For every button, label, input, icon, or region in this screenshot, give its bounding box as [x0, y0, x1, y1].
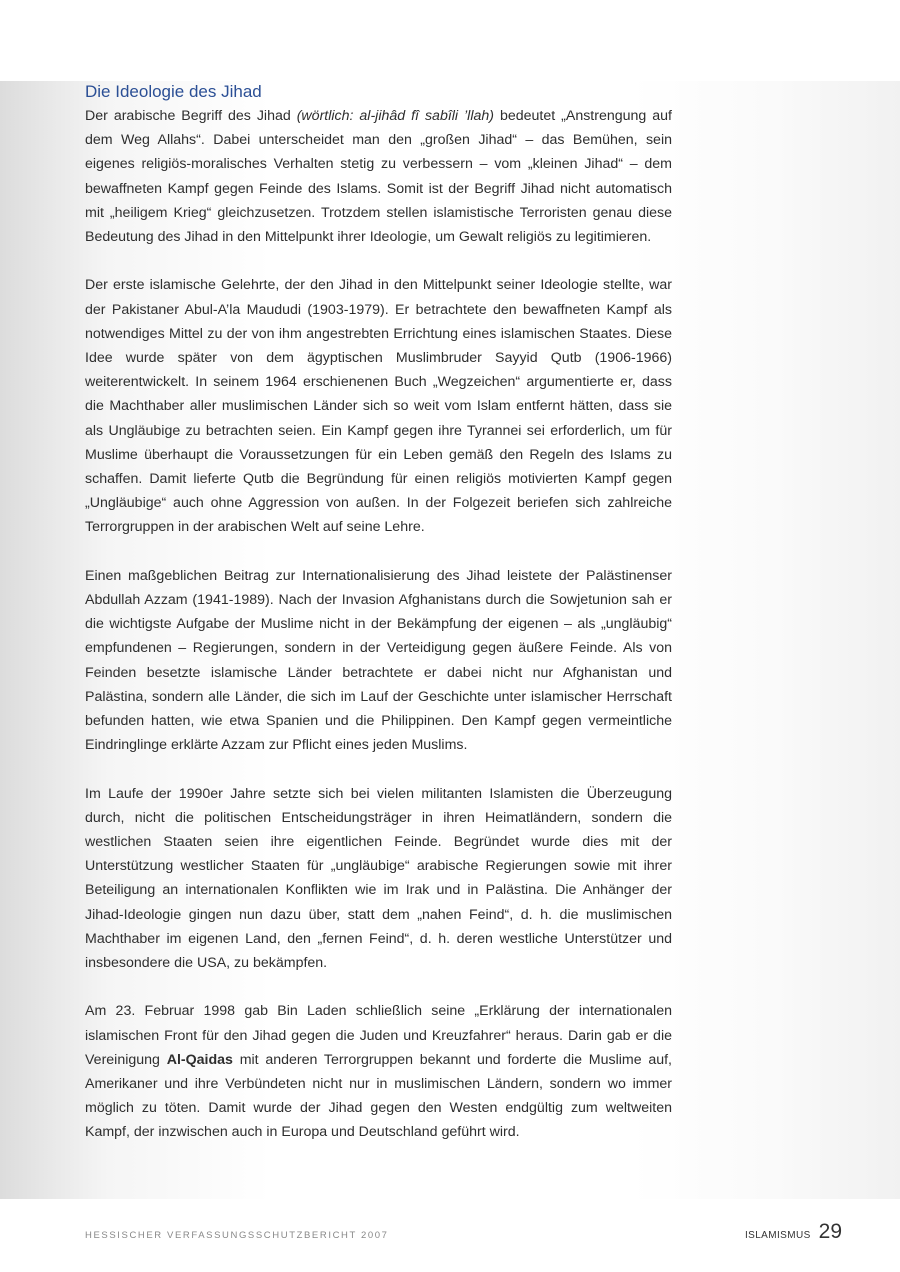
paragraph-definition — [85, 104, 672, 249]
paragraph-text: bedeutet „Anstrengung auf dem Weg Allahs“. Dabei unterscheidet man den „großen Jihad“ – das Bemühen, sein eigenes religiös-moralisches Verhalten stetig zu verbessern – vom „kleinen Jihad“ – dem bewaffneten Kampf gegen Feinde des Islams. Somit ist der Begriff Jihad nicht automatisch mit „heiligem Krieg“ gleichzusetzen. Trotzdem stellen islamistische Terroristen genau diese Bedeutung des Jihad in den Mittelpunkt ihrer Ideologie, um Gewalt religiös zu legitimieren. — [85, 108, 672, 246]
paragraph-azzam: Einen maßgeblichen Beitrag zur Internationalisierung des Jihad leistete der Palästinenser Abdullah Azzam (1941-1989). Nach der Invasion Afghanistans durch die Sowjetunion sah er die wichtigste Aufgabe der Muslime nicht in der Bekämpfung der eigenen – als „ungläubig“ empfundenen – Regierungen, sondern in der Verteidigung gegen äußere Feinde. Als von Feinden besetzte islamische Länder betrachtete er dabei nicht nur Afghanistan und Palästina, sondern alle Länder, die sich im Lauf der Geschichte unter islamischer Herrschaft befunden hatten, wie etwa Spanien und die Philippinen. Den Kampf gegen vermeintliche Eindringlinge erklärte Azzam zur Pflicht eines jeden Muslims. — [85, 567, 672, 754]
paragraph-text: mit anderen Terrorgruppen bekannt und forderte die Muslime auf, Amerikaner und ihre Verbündeten nicht nur in muslimischen Ländern, sondern wo immer möglich zu töten. Damit wurde der Jihad gegen den Westen endgültig zum weltweiten Kampf, der inzwischen auch in Europa und Deutschland geführt wird. — [85, 1051, 672, 1141]
footer-section-label: ISLAMISMUS — [744, 1230, 811, 1241]
section-heading: Die Ideologie des Jihad — [85, 82, 262, 101]
paragraph-bin-laden — [85, 999, 672, 1144]
footer-publication-title: HESSISCHER VERFASSUNGSSCHUTZBERICHT 2007 — [85, 1230, 389, 1241]
article-body — [85, 80, 672, 1145]
bold-term-al-qaida: Al-Qaidas — [166, 1051, 233, 1068]
paragraph-1990s: Im Laufe der 1990er Jahre setzte sich bei vielen militanten Islamisten die Überzeugung durch, nicht die politischen Entscheidungsträger in ihren Heimatländern, sondern die westlichen Staaten seien ihre eigentlichen Feinde. Begründet wurde dies mit der Unterstützung westlicher Staaten für „ungläubige“ arabische Regierungen sowie mit ihrer Beteiligung an internationalen Konflikten wie im Irak und in Palästina. Die Anhänger der Jihad-Ideologie gingen nun dazu über, statt dem „nahen Feind“, d. h. die muslimischen Machthaber im eigenen Land, den „fernen Feind“, d. h. deren westliche Unterstützer und insbesondere die USA, zu bekämpfen. — [85, 785, 672, 972]
footer-page-info — [745, 1220, 842, 1244]
page-number: 29 — [818, 1220, 842, 1243]
paragraph-text: Der arabische Begriff des Jihad — [85, 108, 297, 124]
paragraph-text: Am 23. Februar 1998 gab Bin Laden schließlich seine „Erklärung der internationalen islamischen Front für den Jihad gegen die Juden und Kreuzfahrer“ heraus. Darin gab er die Vereinigung — [85, 1003, 672, 1068]
paragraph-maududi-qutb: Der erste islamische Gelehrte, der den Jihad in den Mittelpunkt seiner Ideologie stellte, war der Pakistaner Abul-A’la Maududi (1903-1979). Er betrachtete den bewaffneten Kampf als notwendiges Mittel zu der von ihm angestrebten Errichtung eines islamischen Staates. Diese Idee wurde später von dem ägyptischen Muslimbruder Sayyid Qutb (1906-1966) weiterentwickelt. In seinem 1964 erschienenen Buch „Wegzeichen“ argumentierte er, dass die Machthaber aller muslimischen Länder sich so weit vom Islam entfernt hätten, dass sie als Ungläubige zu betrachten seien. Ein Kampf gegen ihre Tyrannei sei erforderlich, um für Muslime überhaupt die Voraussetzungen für ein Leben gemäß den Regeln des Islams zu schaffen. Damit lieferte Qutb die Begründung für einen religiös motivierten Kampf gegen „Ungläubige“ auch ohne Aggression von außen. In der Folgezeit beriefen sich zahlreiche Terrorgruppen in der arabischen Welt auf seine Lehre. — [85, 277, 672, 536]
transliteration-italic: (wörtlich: al-jihâd fî sabîli ’llah) — [296, 108, 494, 124]
